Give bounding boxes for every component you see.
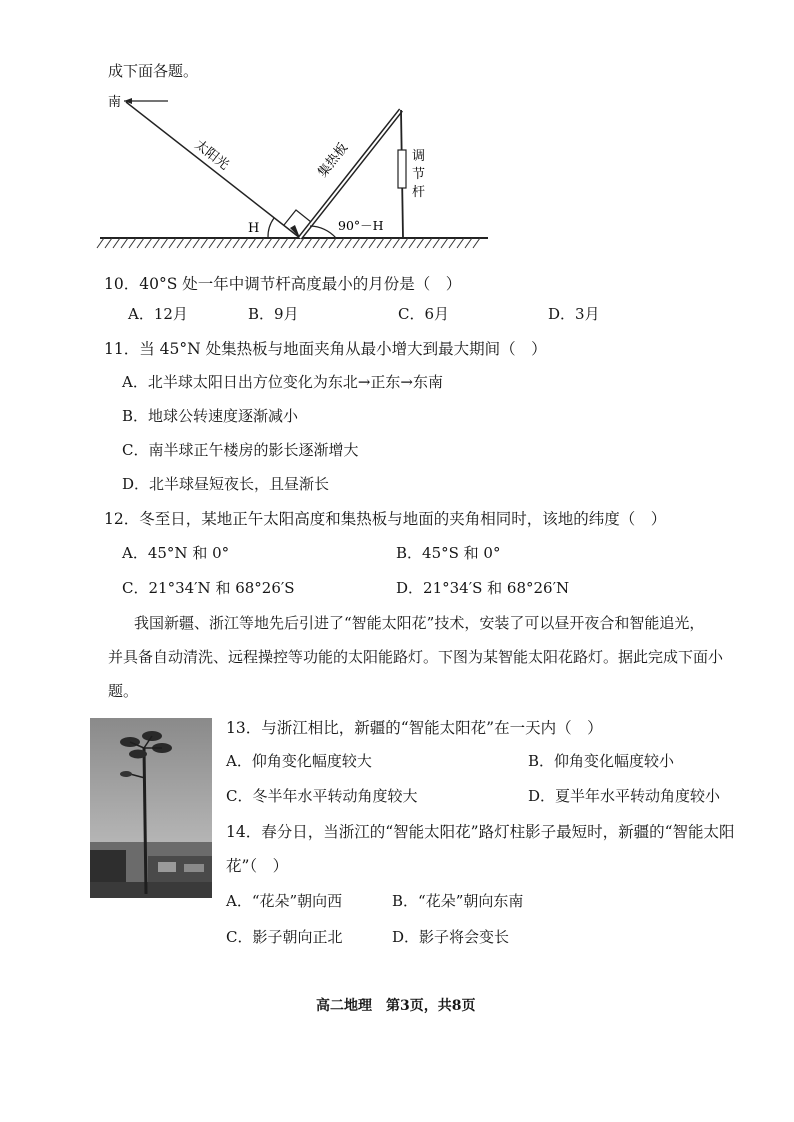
hatch-mark xyxy=(305,238,312,248)
rod-sleeve xyxy=(398,150,406,188)
rod-label-2: 节 xyxy=(412,167,426,182)
hatch-mark xyxy=(337,238,344,248)
q10-option-d[interactable]: D．3月 xyxy=(548,305,600,323)
q14-option-c[interactable]: C．影子朝向正北 xyxy=(226,928,343,946)
hatch-mark xyxy=(161,238,168,248)
hatch-mark xyxy=(273,238,280,248)
hatch-mark xyxy=(369,238,376,248)
hatch-mark xyxy=(249,238,256,248)
panel-label: 集热板 xyxy=(315,140,352,181)
q12-option-c[interactable]: C．21°34′N 和 68°26′S xyxy=(122,579,295,597)
hatch-mark xyxy=(145,238,152,248)
q11-option-a[interactable]: A．北半球太阳日出方位变化为东北→正东→东南 xyxy=(122,373,443,391)
hatch-mark xyxy=(433,238,440,248)
hatch-mark xyxy=(113,238,120,248)
hatch-mark xyxy=(465,238,472,248)
right-angle-marker xyxy=(284,210,311,225)
hatch-mark xyxy=(425,238,432,248)
hatch-mark xyxy=(233,238,240,248)
hatch-mark xyxy=(321,238,328,248)
q11-option-c[interactable]: C．南半球正午楼房的影长逐渐增大 xyxy=(122,441,359,459)
q14-option-d[interactable]: D．影子将会变长 xyxy=(392,928,510,946)
hatch-mark xyxy=(473,238,480,248)
q10-option-a[interactable]: A．12月 xyxy=(128,305,188,323)
hatch-mark xyxy=(449,238,456,248)
q10-option-b[interactable]: B．9月 xyxy=(248,305,299,323)
hatch-mark xyxy=(105,238,112,248)
passage-line-2: 并具备自动清洗、远程操控等功能的太阳能路灯。下图为某智能太阳花路灯。据此完成下面小 xyxy=(108,648,724,666)
rod-label-1: 调 xyxy=(412,149,426,164)
hatch-mark xyxy=(409,238,416,248)
q13-stem: 13．与浙江相比，新疆的“智能太阳花”在一天内（ ） xyxy=(226,719,603,737)
hatch-mark xyxy=(289,238,296,248)
hatch-mark xyxy=(297,238,304,248)
hatch-mark xyxy=(353,238,360,248)
angle-h-label: H xyxy=(248,221,260,236)
q12-option-b[interactable]: B．45°S 和 0° xyxy=(396,544,501,562)
q11-option-b[interactable]: B．地球公转速度逐渐减小 xyxy=(122,407,299,425)
hatch-mark xyxy=(129,238,136,248)
q12-option-a[interactable]: A．45°N 和 0° xyxy=(122,544,230,562)
q13-option-d[interactable]: D．夏半年水平转动角度较小 xyxy=(528,787,721,805)
hatch-mark xyxy=(97,238,104,248)
page-footer: 高二地理 第3页，共8页 xyxy=(316,998,476,1014)
hatch-mark xyxy=(121,238,128,248)
hatch-mark xyxy=(265,238,272,248)
angle-90h-arc xyxy=(310,226,336,238)
q13-option-b[interactable]: B．仰角变化幅度较小 xyxy=(528,752,675,770)
hatch-mark xyxy=(169,238,176,248)
hatch-mark xyxy=(361,238,368,248)
hatch-mark xyxy=(209,238,216,248)
passage-line-1: 我国新疆、浙江等地先后引进了“智能太阳花”技术，安装了可以昼开夜合和智能追光， xyxy=(134,614,705,632)
hatch-mark xyxy=(257,238,264,248)
q10-stem: 10．40°S 处一年中调节杆高度最小的月份是（ ） xyxy=(104,275,462,293)
q14-stem-line-2: 花”（ ） xyxy=(226,857,289,875)
angle-90h-label: 90°－H xyxy=(338,218,384,233)
q13-option-c[interactable]: C．冬半年水平转动角度较大 xyxy=(226,787,418,805)
hatch-mark xyxy=(225,238,232,248)
q11-stem: 11．当 45°N 处集热板与地面夹角从最小增大到最大期间（ ） xyxy=(104,340,547,358)
hatch-mark xyxy=(329,238,336,248)
hatch-mark xyxy=(457,238,464,248)
q14-option-a[interactable]: A．“花朵”朝向西 xyxy=(226,892,343,910)
hatch-mark xyxy=(217,238,224,248)
smart-sunflower-streetlight-photo xyxy=(90,718,212,898)
sunlight-label: 太阳光 xyxy=(191,137,232,174)
hatch-mark xyxy=(417,238,424,248)
sunlight-ray xyxy=(126,102,300,238)
hatch-mark xyxy=(185,238,192,248)
q12-stem: 12．冬至日，某地正午太阳高度和集热板与地面的夹角相同时，该地的纬度（ ） xyxy=(104,510,667,528)
hatch-mark xyxy=(313,238,320,248)
south-label: 南 xyxy=(108,95,122,110)
angle-h-arc xyxy=(268,218,274,238)
q13-option-a[interactable]: A．仰角变化幅度较大 xyxy=(226,752,372,770)
passage-line-3: 题。 xyxy=(108,682,139,700)
hatch-mark xyxy=(401,238,408,248)
hatch-mark xyxy=(385,238,392,248)
hatch-mark xyxy=(281,238,288,248)
q10-option-c[interactable]: C．6月 xyxy=(398,305,450,323)
hatch-mark xyxy=(201,238,208,248)
q11-option-d[interactable]: D．北半球昼短夜长，且昼渐长 xyxy=(122,475,330,493)
hatch-mark xyxy=(153,238,160,248)
ground-hatching xyxy=(97,238,480,248)
hatch-mark xyxy=(193,238,200,248)
q12-option-d[interactable]: D．21°34′S 和 68°26′N xyxy=(396,579,570,597)
hatch-mark xyxy=(377,238,384,248)
hatch-mark xyxy=(345,238,352,248)
hatch-mark xyxy=(137,238,144,248)
hatch-mark xyxy=(441,238,448,248)
hatch-mark xyxy=(393,238,400,248)
q14-stem-line-1: 14．春分日，当浙江的“智能太阳花”路灯柱影子最短时，新疆的“智能太阳 xyxy=(226,823,735,841)
solar-panel-diagram xyxy=(96,88,496,258)
rod-label-3: 杆 xyxy=(412,185,426,200)
intro-tail: 成下面各题。 xyxy=(108,62,199,80)
q14-option-b[interactable]: B．“花朵”朝向东南 xyxy=(392,892,524,910)
hatch-mark xyxy=(177,238,184,248)
hatch-mark xyxy=(241,238,248,248)
